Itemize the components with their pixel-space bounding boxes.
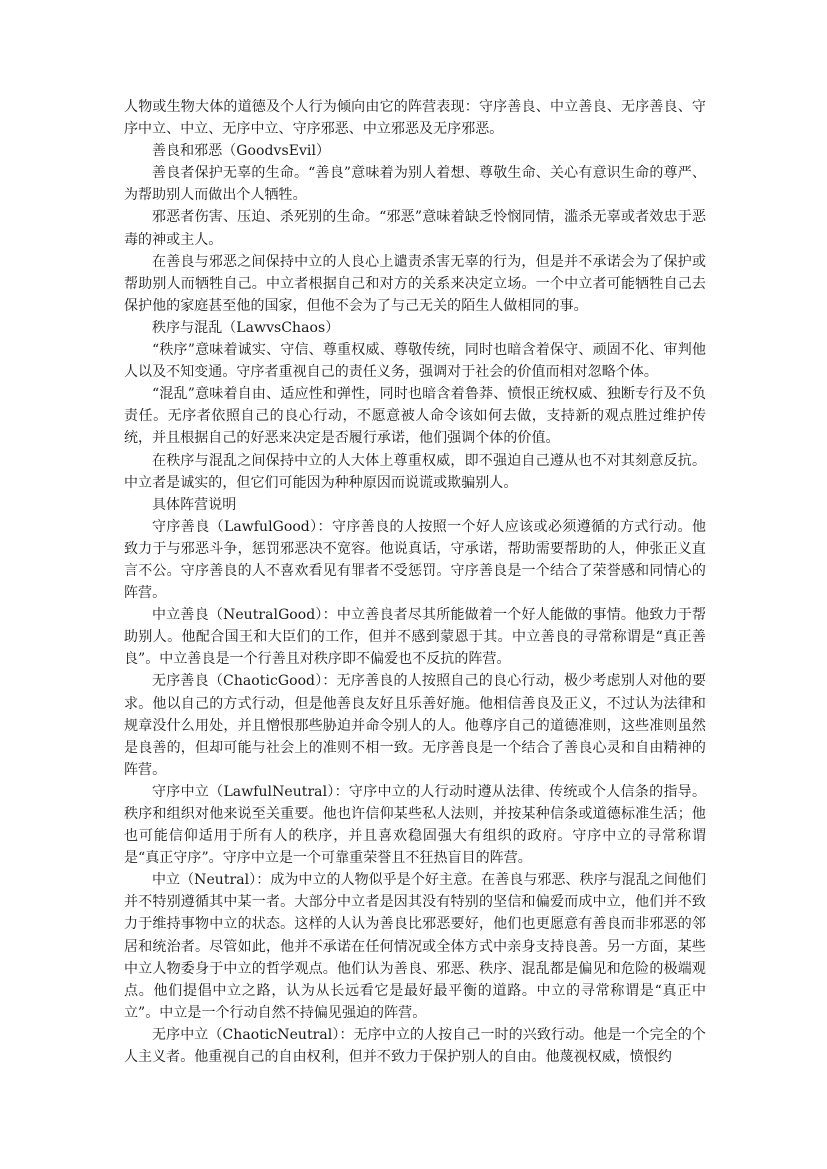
paragraph-lawful-neutral: 守序中立（LawfulNeutral）：守序中立的人行动时遵从法律、传统或个人信条的指导。秩序和组织对他来说至关重要。他也许信仰某些私人法则，并按某种信条或道德标准生活；他也可能信仰适用于所有人的秩序，并且喜欢稳固强大有组织的政府。守序中立的寻常称谓是“真正守序”。守序中立是一个可靠重荣誉且不狂热盲目的阵营。	[124, 783, 706, 867]
paragraph-law: “秩序”意味着诚实、守信、尊重权威、尊敬传统，同时也暗含着保守、顽固不化、审判他人以及不知变通。守序者重视自己的责任义务，强调对于社会的价值而相对忽略个体。	[124, 342, 706, 381]
document-page	[124, 96, 706, 1068]
paragraph-lawful-good: 守序善良（LawfulGood）：守序善良的人按照一个好人应该或必须遵循的方式行动。他致力于与邪恶斗争，惩罚邪恶决不宽容。他说真话，守承诺，帮助需要帮助的人，伸张正义直言不公。守序善良的人不喜欢看见有罪者不受惩罚。守序善良是一个结合了荣誉感和同情心的阵营。	[124, 518, 706, 602]
section-heading-alignments: 具体阵营说明	[152, 496, 237, 513]
paragraph-evil: 邪恶者伤害、压迫、杀死别的生命。“邪恶”意味着缺乏怜悯同情，滥杀无辜或者效忠于恶毒的神或主人。	[124, 209, 706, 248]
section-heading-law-chaos: 秩序与混乱（LawvsChaos）	[152, 319, 340, 336]
paragraph-chaos: “混乱”意味着自由、适应性和弹性，同时也暗含着鲁莽、愤恨正统权威、独断专行及不负责任。无序者依照自己的良心行动，不愿意被人命令该如何去做，支持新的观点胜过维护传统，并且根据自己的好恶来决定是否履行承诺，他们强调个体的价值。	[124, 386, 706, 447]
section-heading-good-evil: 善良和邪恶（GoodvsEvil）	[152, 143, 331, 160]
paragraph-chaotic-good: 无序善良（ChaoticGood）：无序善良的人按照自己的良心行动，极少考虑别人对他的要求。他以自己的方式行动，但是他善良友好且乐善好施。他相信善良及正义，不过认为法律和规章没什么用处，并且憎恨那些胁迫并命令别人的人。他尊序自己的道德准则，这些准则虽然是良善的，但却可能与社会上的准则不相一致。无序善良是一个结合了善良心灵和自由精神的阵营。	[124, 673, 706, 778]
intro-paragraph: 人物或生物大体的道德及个人行为倾向由它的阵营表现：守序善良、中立善良、无序善良、守序中立、中立、无序中立、守序邪恶、中立邪恶及无序邪恶。	[124, 99, 706, 138]
paragraph-neutral-good-evil: 在善良与邪恶之间保持中立的人良心上谴责杀害无辜的行为，但是并不承诺会为了保护或帮助别人而牺牲自己。中立者根据自己和对方的关系来决定立场。一个中立者可能牺牲自己去保护他的家庭甚至他的国家，但他不会为了与己无关的陌生人做相同的事。	[124, 253, 706, 314]
paragraph-chaotic-neutral: 无序中立（ChaoticNeutral）：无序中立的人按自己一时的兴致行动。他是一个完全的个人主义者。他重视自己的自由权利，但并不致力于保护别人的自由。他蔑视权威，愤恨约	[124, 1026, 706, 1066]
paragraph-good: 善良者保护无辜的生命。“善良”意味着为别人着想、尊敬生命、关心有意识生命的尊严、为帮助别人而做出个人牺牲。	[124, 165, 706, 204]
paragraph-neutral-law-chaos: 在秩序与混乱之间保持中立的人大体上尊重权威，即不强迫自己遵从也不对其刻意反抗。中立者是诚实的，但它们可能因为种种原因而说谎或欺骗别人。	[124, 452, 706, 491]
paragraph-neutral: 中立（Neutral）：成为中立的人物似乎是个好主意。在善良与邪恶、秩序与混乱之间他们并不特别遵循其中某一者。大部分中立者是因其没有特别的坚信和偏爱而成中立，他们并不致力于维持事物中立的状态。这样的人认为善良比邪恶要好，他们也更愿意有善良而非邪恶的邻居和统治者。尽管如此，他并不承诺在任何情况或全体方式中亲身支持良善。另一方面，某些中立人物委身于中立的哲学观点。他们认为善良、邪恶、秩序、混乱都是偏见和危险的极端观点。他们提倡中立之路，认为从长远看它是最好最平衡的道路。中立的寻常称谓是“真正中立”。中立是一个行动自然不持偏见强迫的阵营。	[124, 872, 706, 1021]
paragraph-neutral-good: 中立善良（NeutralGood）：中立善良者尽其所能做着一个好人能做的事情。他致力于帮助别人。他配合国王和大臣们的工作，但并不感到蒙恩于其。中立善良的寻常称谓是“真正善良”。中立善良是一个行善且对秩序即不偏爱也不反抗的阵营。	[124, 607, 706, 668]
